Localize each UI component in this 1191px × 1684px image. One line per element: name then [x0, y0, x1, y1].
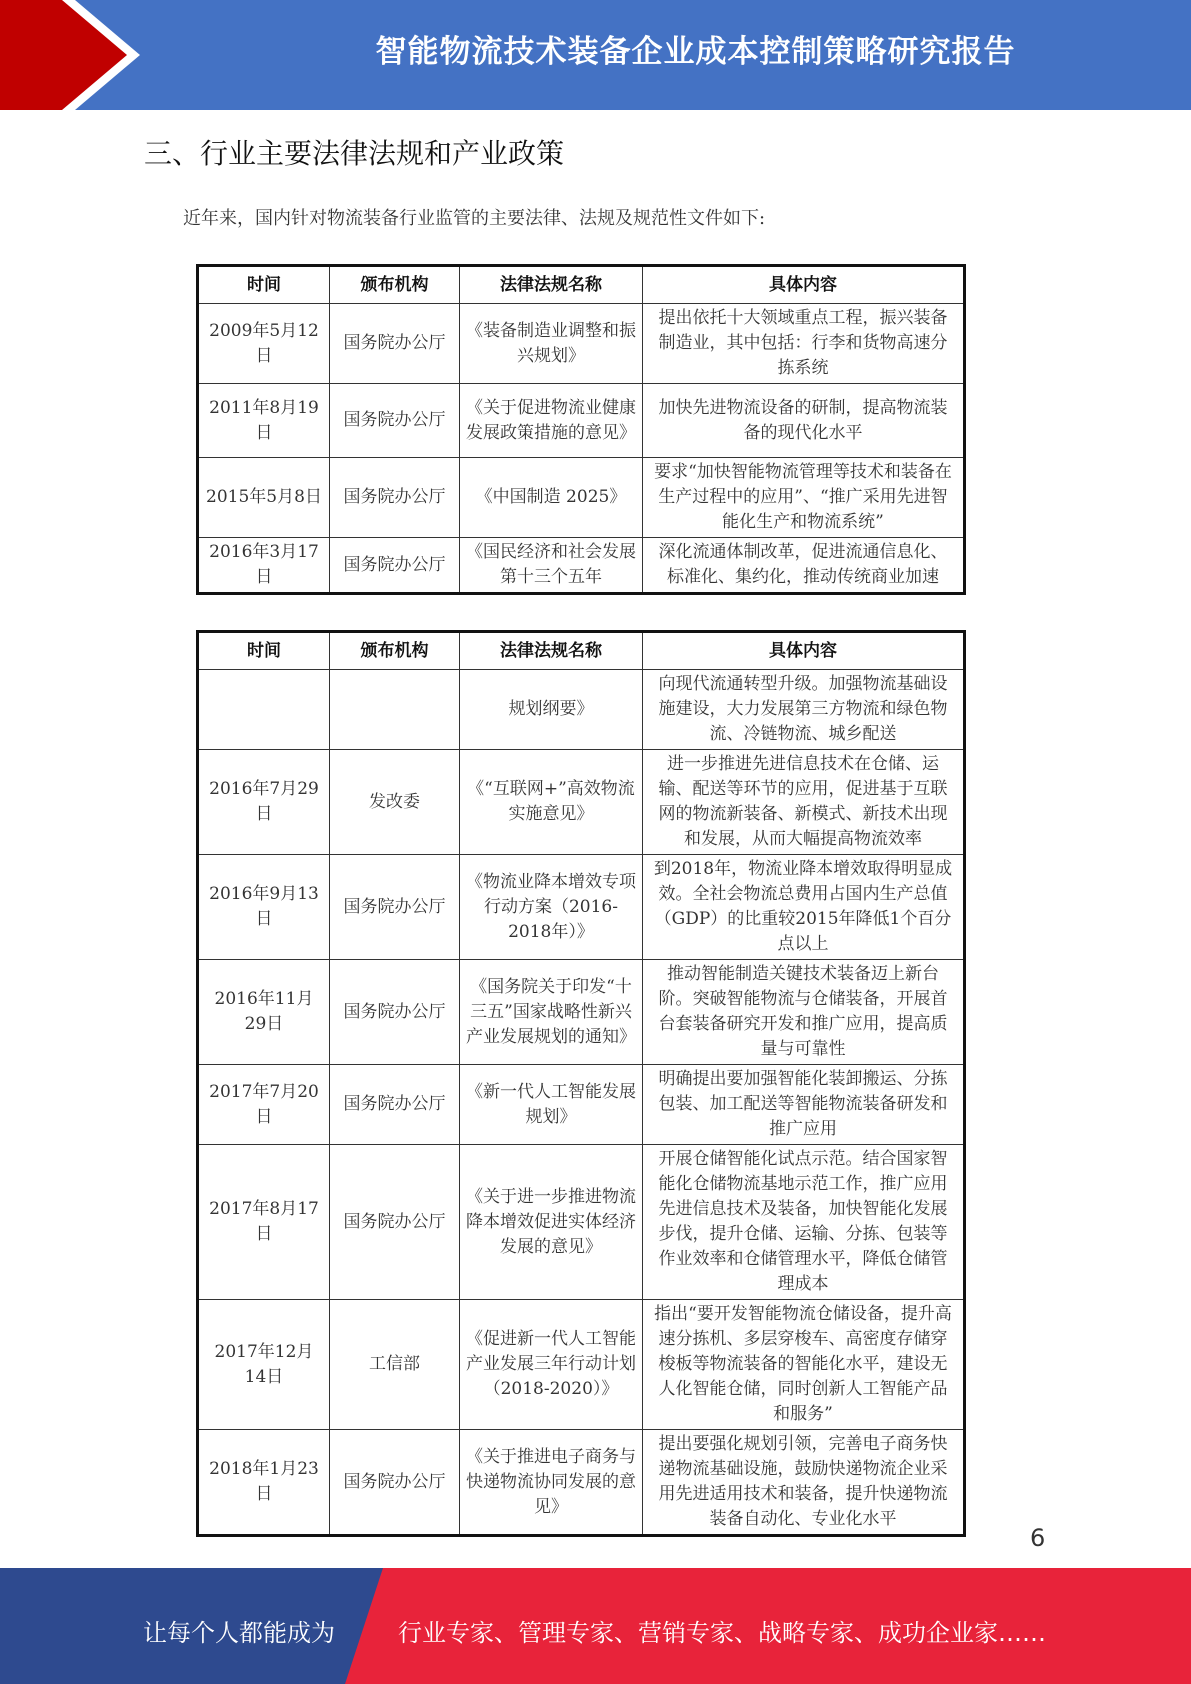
cell-content: 加快先进物流设备的研制，提高物流装备的现代化水平 [643, 384, 965, 458]
cell-content: 要求“加快智能物流管理等技术和装备在生产过程中的应用”、“推广采用先进智能化生产和物流系统” [643, 458, 965, 538]
cell-content: 明确提出要加强智能化装卸搬运、分拣包装、加工配送等智能物流装备研发和推广应用 [643, 1065, 965, 1145]
cell-time: 2009年5月12日 [198, 304, 330, 384]
header-content: 具体内容 [643, 632, 965, 670]
cell-org [330, 670, 460, 750]
report-header [0, 0, 1191, 110]
table-row [198, 538, 965, 594]
cell-content: 提出要强化规划引领，完善电子商务快递物流基础设施，鼓励快递物流企业采用先进适用技术和装备，提升快递物流装备自动化、专业化水平 [643, 1430, 965, 1536]
table-row [198, 1300, 965, 1430]
cell-name: 《物流业降本增效专项行动方案（2016-2018年）》 [460, 855, 643, 960]
cell-org: 国务院办公厅 [330, 384, 460, 458]
cell-name: 《新一代人工智能发展规划》 [460, 1065, 643, 1145]
footer-banner [0, 1568, 1191, 1684]
cell-time: 2016年3月17日 [198, 538, 330, 594]
report-title: 智能物流技术装备企业成本控制策略研究报告 [375, 34, 1016, 70]
header-time: 时间 [198, 632, 330, 670]
intro-paragraph: 近年来，国内针对物流装备行业监管的主要法律、法规及规范性文件如下: [183, 208, 766, 229]
cell-time: 2017年7月20日 [198, 1065, 330, 1145]
cell-time: 2016年9月13日 [198, 855, 330, 960]
table-row [198, 304, 965, 384]
cell-name: 《国民经济和社会发展第十三个五年 [460, 538, 643, 594]
cell-content: 向现代流通转型升级。加强物流基础设施建设，大力发展第三方物流和绿色物流、冷链物流、城乡配送 [643, 670, 965, 750]
page-number: 6 [1030, 1524, 1046, 1552]
footer-slogan-right: 行业专家、管理专家、营销专家、战略专家、成功企业家…… [398, 1619, 1046, 1647]
cell-content: 推动智能制造关键技术装备迈上新台阶。突破智能物流与仓储装备，开展首台套装备研究开发和推广应用，提高质量与可靠性 [643, 960, 965, 1065]
cell-name: 《促进新一代人工智能产业发展三年行动计划（2018-2020）》 [460, 1300, 643, 1430]
cell-content: 指出“要开发智能物流仓储设备，提升高速分拣机、多层穿梭车、高密度存储穿梭板等物流装备的智能化水平，建设无人化智能仓储，同时创新人工智能产品和服务” [643, 1300, 965, 1430]
header-org: 颁布机构 [330, 632, 460, 670]
cell-time: 2016年11月29日 [198, 960, 330, 1065]
cell-time: 2017年12月14日 [198, 1300, 330, 1430]
header-time: 时间 [198, 266, 330, 304]
footer-slogan-left: 让每个人都能成为 [143, 1619, 335, 1647]
cell-name: 《“互联网+”高效物流实施意见》 [460, 750, 643, 855]
table-header-row [198, 632, 965, 670]
cell-org: 国务院办公厅 [330, 960, 460, 1065]
cell-time: 2017年8月17日 [198, 1145, 330, 1300]
cell-content: 到2018年，物流业降本增效取得明显成效。全社会物流总费用占国内生产总值（GDP）的比重较2015年降低1个百分点以上 [643, 855, 965, 960]
cell-org: 工信部 [330, 1300, 460, 1430]
cell-time: 2016年7月29日 [198, 750, 330, 855]
table-row [198, 960, 965, 1065]
cell-name: 《中国制造 2025》 [460, 458, 643, 538]
regulations-table-1 [196, 264, 966, 595]
cell-content: 提出依托十大领域重点工程，振兴装备制造业，其中包括：行李和货物高速分拣系统 [643, 304, 965, 384]
table-row [198, 1430, 965, 1536]
cell-name: 《关于推进电子商务与快递物流协同发展的意见》 [460, 1430, 643, 1536]
cell-time: 2018年1月23日 [198, 1430, 330, 1536]
cell-org: 发改委 [330, 750, 460, 855]
table-row [198, 750, 965, 855]
cell-time: 2011年8月19日 [198, 384, 330, 458]
cell-content: 开展仓储智能化试点示范。结合国家智能化仓储物流基地示范工作，推广应用先进信息技术及装备，加快智能化发展步伐，提升仓储、运输、分拣、包装等作业效率和仓储管理水平，降低仓储管理成本 [643, 1145, 965, 1300]
cell-org: 国务院办公厅 [330, 1065, 460, 1145]
header-org: 颁布机构 [330, 266, 460, 304]
table-row [198, 384, 965, 458]
cell-org: 国务院办公厅 [330, 304, 460, 384]
table-row [198, 458, 965, 538]
regulations-table-2 [196, 630, 966, 1537]
cell-content: 深化流通体制改革，促进流通信息化、标准化、集约化，推动传统商业加速 [643, 538, 965, 594]
table-header-row [198, 266, 965, 304]
header-chevron-icon [0, 0, 160, 110]
header-content: 具体内容 [643, 266, 965, 304]
table-row [198, 1065, 965, 1145]
cell-org: 国务院办公厅 [330, 1430, 460, 1536]
header-name: 法律法规名称 [460, 266, 643, 304]
cell-name: 规划纲要》 [460, 670, 643, 750]
header-name: 法律法规名称 [460, 632, 643, 670]
cell-name: 《关于促进物流业健康发展政策措施的意见》 [460, 384, 643, 458]
cell-org: 国务院办公厅 [330, 855, 460, 960]
cell-org: 国务院办公厅 [330, 1145, 460, 1300]
cell-name: 《装备制造业调整和振兴规划》 [460, 304, 643, 384]
cell-org: 国务院办公厅 [330, 538, 460, 594]
cell-time [198, 670, 330, 750]
cell-time: 2015年5月8日 [198, 458, 330, 538]
table-row [198, 1145, 965, 1300]
cell-org: 国务院办公厅 [330, 458, 460, 538]
table-row [198, 670, 965, 750]
section-heading: 三、行业主要法律法规和产业政策 [144, 137, 565, 170]
cell-name: 《国务院关于印发“十三五”国家战略性新兴产业发展规划的通知》 [460, 960, 643, 1065]
cell-content: 进一步推进先进信息技术在仓储、运输、配送等环节的应用，促进基于互联网的物流新装备、新模式、新技术出现和发展，从而大幅提高物流效率 [643, 750, 965, 855]
table-row [198, 855, 965, 960]
cell-name: 《关于进一步推进物流降本增效促进实体经济发展的意见》 [460, 1145, 643, 1300]
